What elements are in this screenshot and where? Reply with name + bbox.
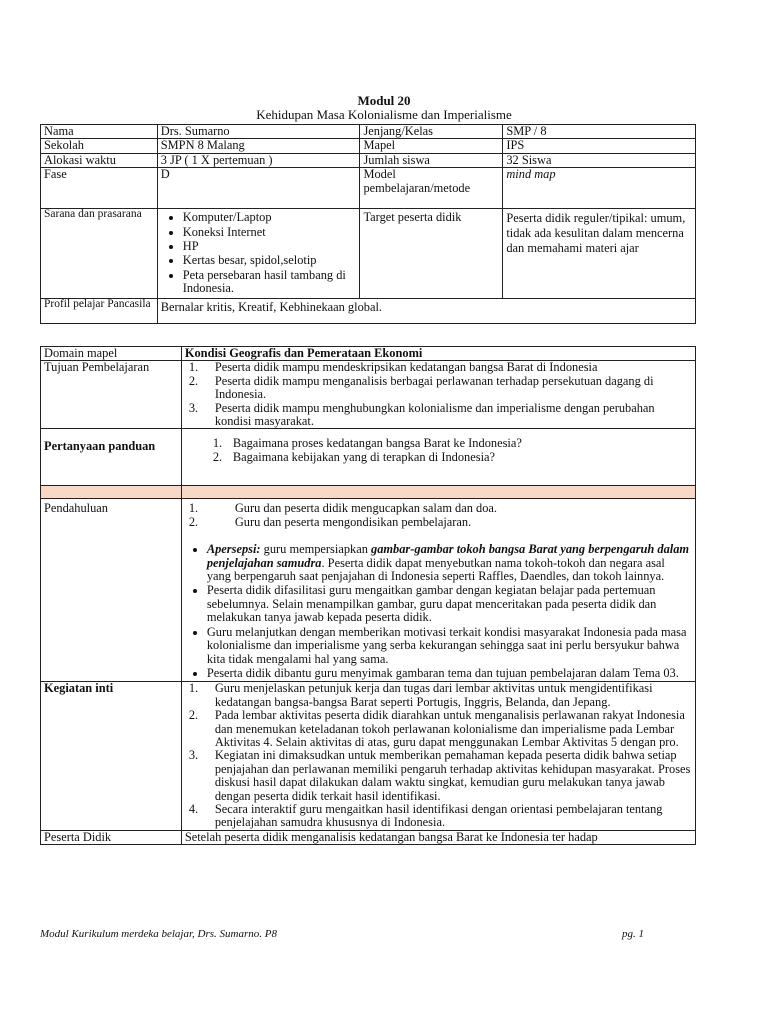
sarana-list — [161, 211, 357, 295]
tujuan-list — [185, 361, 692, 428]
apersepsi-item: • Apersepsi: guru mempersiapkan gambar-gambar tokoh bangsa Barat yang berpengaruh dalam penjelajahan samudra. Peserta didik dapat menyebutkan nama tokoh-tokoh dan negara asal yang berpengaruh saat penjajahan di Indonesia seperti Raffles, Daendles, dan tokoh lainnya. — [207, 543, 692, 583]
list-item: • Koneksi Internet — [183, 226, 357, 239]
sekolah-value: SMPN 8 Malang — [157, 139, 360, 153]
peserta-value: Setelah peserta didik menganalisis kedatangan bangsa Barat ke Indonesia ter hadap — [181, 830, 695, 844]
sarana-label: Sarana dan prasarana — [41, 209, 158, 298]
list-item: 2. Bagaimana kebijakan yang di terapkan di Indonesia? — [212, 449, 496, 464]
list-item: 2. Peserta didik mampu menganalisis berbagai perlawanan terhadap persekutuan dagang di Indonesia. — [188, 373, 654, 402]
mapel-value: IPS — [503, 139, 696, 153]
model-value: mind map — [503, 168, 696, 209]
footer-module-name: Modul Kurikulum merdeka belajar, Drs. Sumarno. P8 — [40, 928, 277, 940]
tujuan-label: Tujuan Pembelajaran — [41, 361, 182, 429]
list-item: 1. Bagaimana proses kedatangan bangsa Barat ke Indonesia? — [212, 436, 522, 451]
alokasi-value: 3 JP ( 1 X pertemuan ) — [157, 153, 360, 167]
list-item: 2. Pada lembar aktivitas peserta didik diarahkan untuk menganalisis perlawanan rakyat Indonesia dan menemukan keteladanan tokoh perlawanan kolonialisme dan imperialisme pada Lembar Aktivitas 4. Selain aktivitas di atas, guru dapat menggunakan Lembar Aktivitas 5 dengan pro. — [188, 708, 685, 749]
list-item: 2. Guru dan peserta mengondisikan pembelajaran. — [188, 514, 472, 529]
pendahuluan-bullets — [185, 543, 692, 680]
jenjang-value: SMP / 8 — [503, 125, 696, 139]
list-item: • Komputer/Laptop — [183, 211, 357, 224]
inti-cell — [181, 682, 695, 830]
page-title: Modul 20 — [357, 93, 411, 108]
pertanyaan-list — [185, 437, 692, 464]
list-item: • Kertas besar, spidol,selotip — [183, 254, 357, 267]
list-item: • Peserta didik difasilitasi guru mengaitkan gambar dengan kegiatan belajar pada pertemuan sebelumnya. Selain menampilkan gambar, guru dapat menceritakan pada peserta didik dan melakukan tanya jawab kepada peserta didik. — [207, 584, 692, 624]
page-subtitle: Kehidupan Masa Kolonialisme dan Imperialisme — [256, 107, 512, 122]
list-item: 1. Guru dan peserta didik mengucapkan salam dan doa. — [188, 501, 498, 516]
list-item: 3. Kegiatan ini dimaksudkan untuk memberikan pemahaman kepada peserta didik bahwa setiap penjajahan dan perlawanan memiliki pengaruh terhadap aktivitas kehidupan masyarakat. Proses diskusi hasil dapat dilakukan dalam waktu singkat, kemudian guru melakukan tanya jawab dengan peserta didik terkait hasil identifikasi. — [188, 748, 691, 803]
inti-list — [185, 682, 692, 829]
peserta-label: Peserta Didik — [41, 830, 182, 844]
fase-value: D — [157, 168, 360, 209]
jumlah-value: 32 Siswa — [503, 153, 696, 167]
pendahuluan-cell — [181, 499, 695, 682]
list-item: • Peserta didik dibantu guru menyimak gambaran tema dan tujuan pembelajaran dalam Tema 03. — [207, 667, 692, 680]
section-divider — [41, 486, 696, 499]
profil-label: Profil pelajar Pancasila — [41, 298, 158, 323]
sekolah-label: Sekolah — [41, 139, 158, 153]
nama-value: Drs. Sumarno — [157, 125, 360, 139]
list-item: 4. Secara interaktif guru mengaitkan hasil identifikasi dengan orientasi pembelajaran tentang penjelajahan samudra khususnya di Indonesia. — [188, 801, 663, 830]
pendahuluan-label: Pendahuluan — [41, 499, 182, 682]
domain-value: Kondisi Geografis dan Pemerataan Ekonomi — [181, 347, 695, 361]
inti-label: Kegiatan inti — [41, 682, 182, 830]
jumlah-label: Jumlah siswa — [360, 153, 503, 167]
alokasi-label: Alokasi waktu — [41, 153, 158, 167]
tujuan-cell — [181, 361, 695, 429]
fase-label: Fase — [41, 168, 158, 209]
domain-label: Domain mapel — [41, 347, 182, 361]
pertanyaan-label: Pertanyaan panduan — [41, 429, 182, 486]
list-item: 3. Peserta didik mampu menghubungkan kolonialisme dan imperialisme dengan perubahan kondisi masyarakat. — [188, 400, 655, 429]
nama-label: Nama — [41, 125, 158, 139]
list-item: 1. Guru menjelaskan petunjuk kerja dan tugas dari lembar aktivitas untuk mengidentifikasi kedatangan bangsa-bangsa Barat seperti Portugis, Inggris, Belanda, dan Jepang. — [188, 681, 653, 709]
list-item: • HP — [183, 240, 357, 253]
footer-page-number: pg. 1 — [622, 928, 644, 940]
model-label: Model pembelajaran/metode — [360, 168, 503, 209]
jenjang-label: Jenjang/Kelas — [360, 125, 503, 139]
target-label: Target peserta didik — [360, 209, 503, 298]
pertanyaan-cell — [181, 429, 695, 486]
list-item: • Guru melanjutkan dengan memberikan motivasi terkait kondisi masyarakat Indonesia pada masa kolonialisme dan imperialisme yang serba kekurangan sehingga saat ini perlu bersyukur bahwa kita tidak mengalami hal yang sama. — [207, 626, 692, 666]
sarana-list-cell — [157, 209, 360, 298]
mapel-label: Mapel — [360, 139, 503, 153]
profil-value: Bernalar kritis, Kreatif, Kebhinekaan global. — [157, 298, 695, 323]
list-item: • Peta persebaran hasil tambang di Indonesia. — [183, 269, 357, 296]
list-item: 1. Peserta didik mampu mendeskripsikan kedatangan bangsa Barat di Indonesia — [188, 360, 598, 375]
activity-table — [40, 346, 696, 845]
info-table — [40, 124, 696, 324]
target-value: Peserta didik reguler/tipikal: umum, tidak ada kesulitan dalam mencerna dan memahami materi ajar — [503, 209, 696, 298]
pendahuluan-list — [185, 502, 692, 529]
